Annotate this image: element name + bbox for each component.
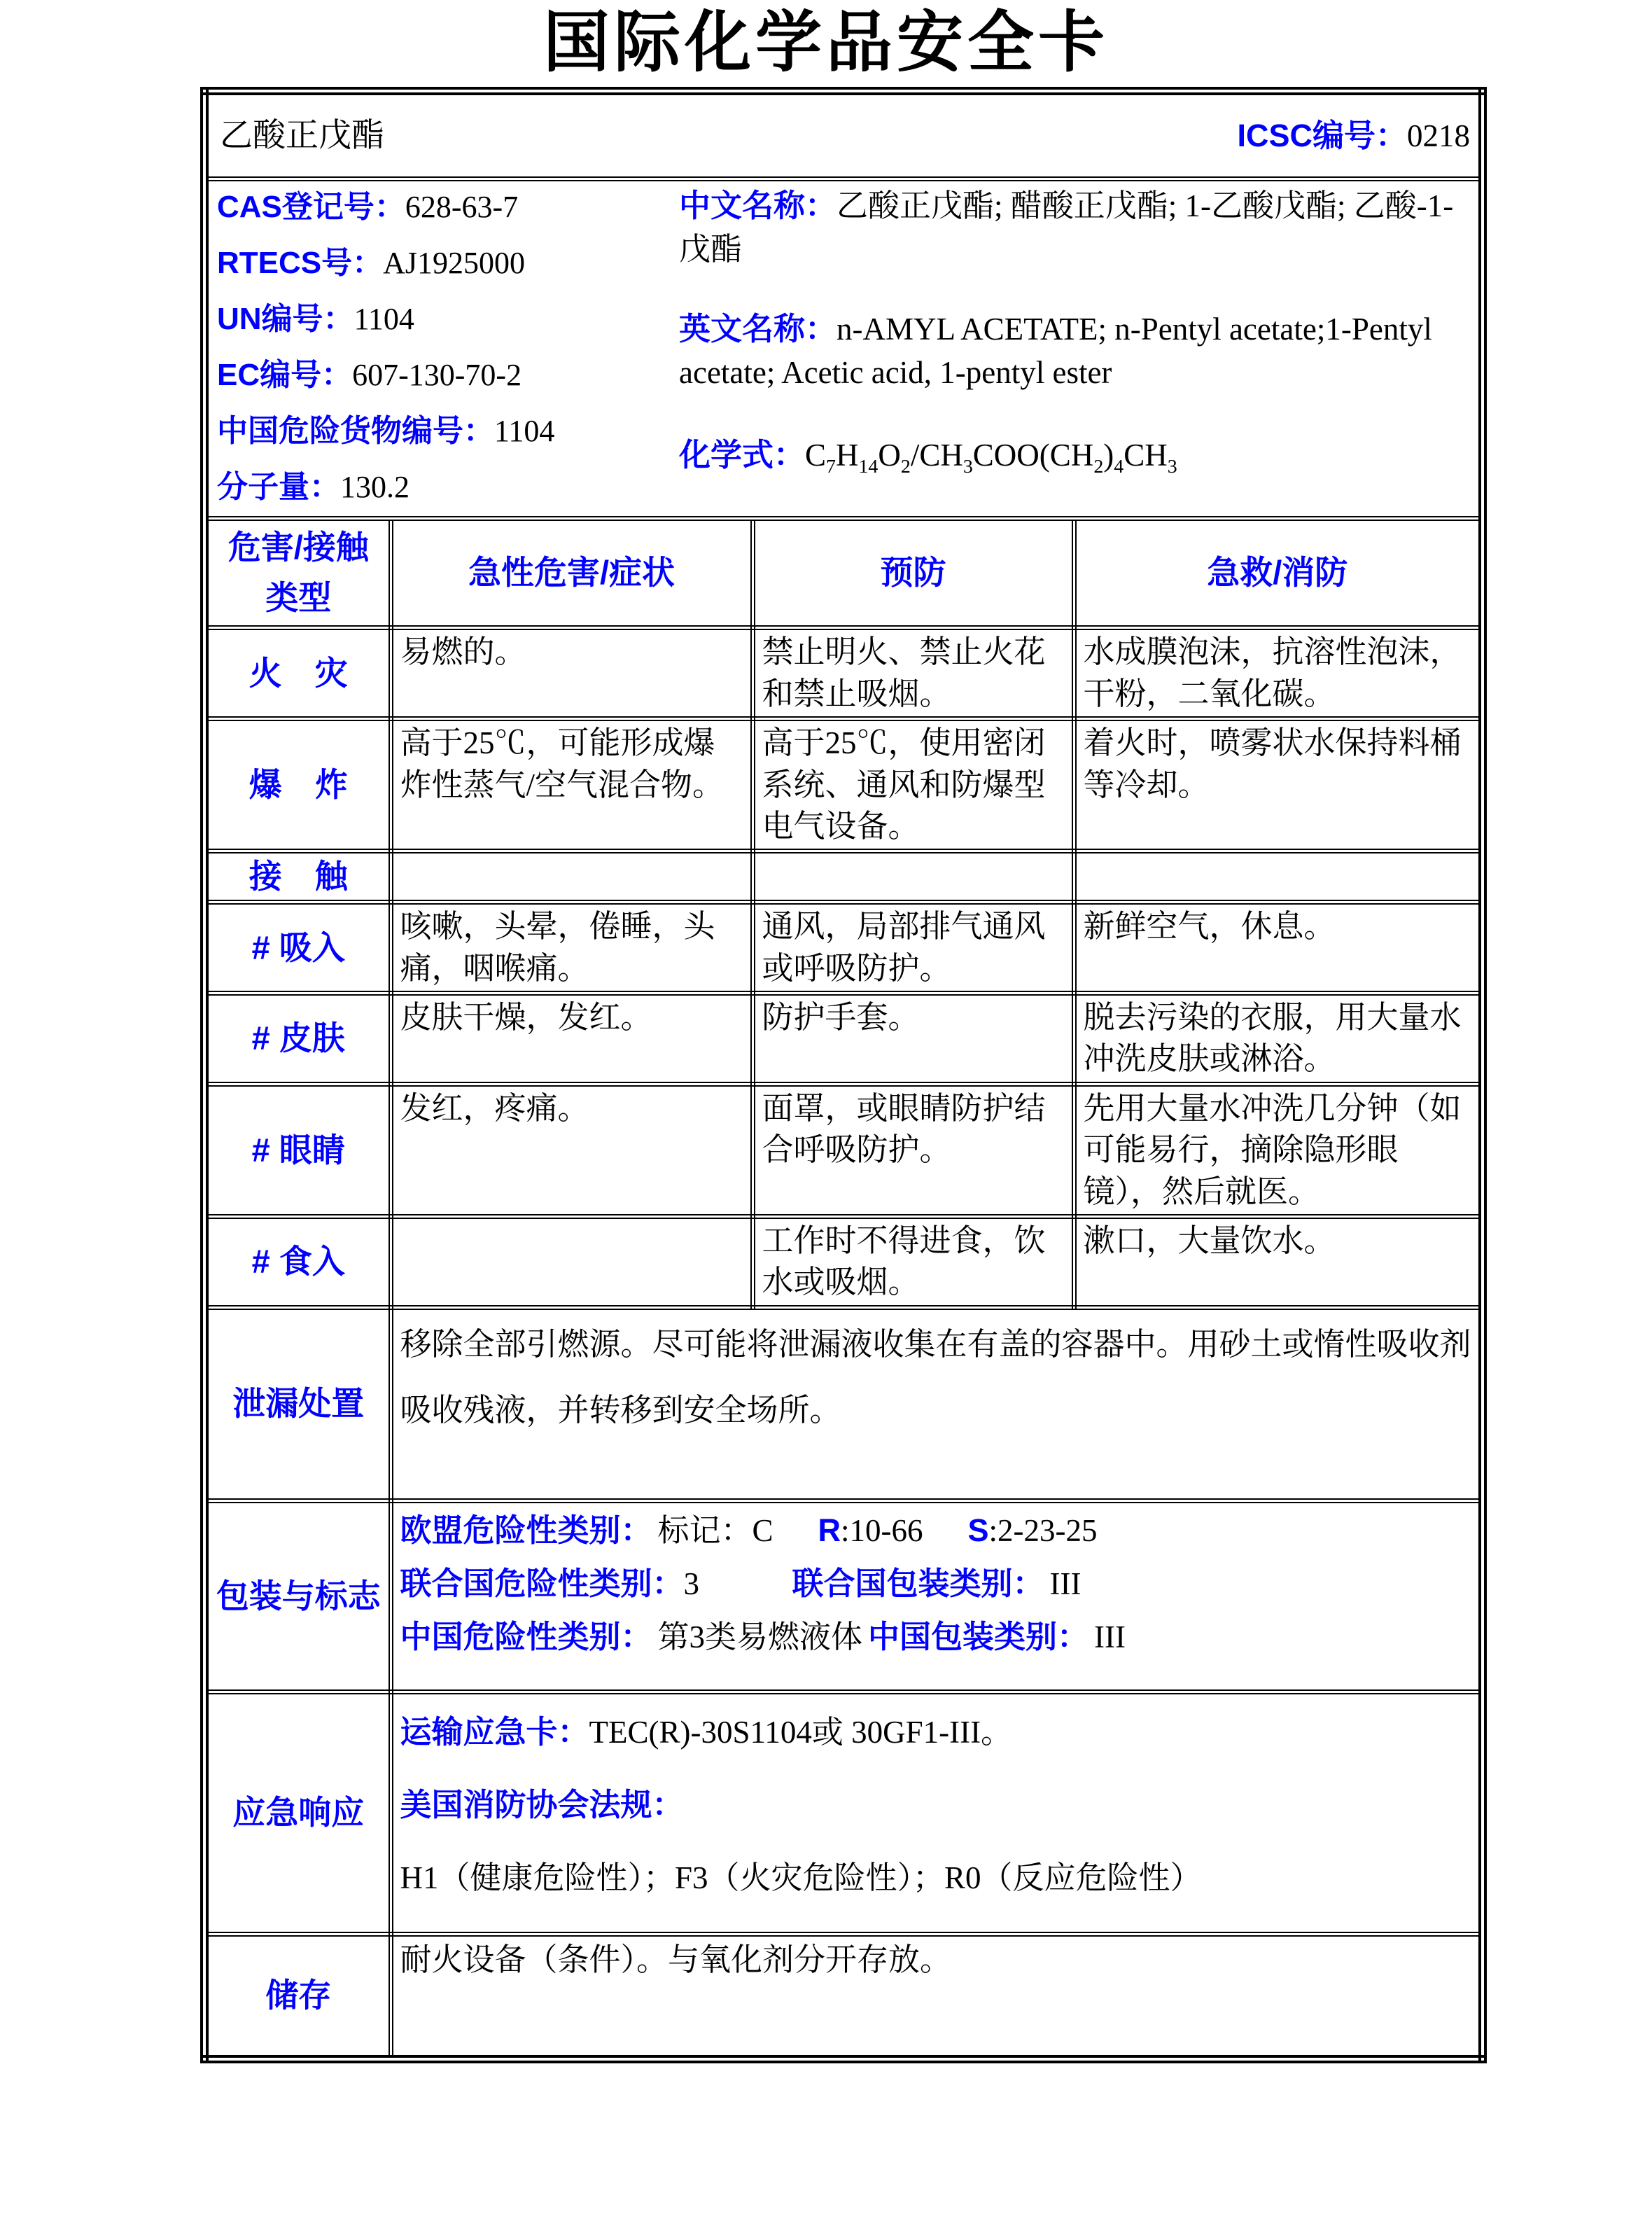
hazard-header-row bbox=[204, 518, 1483, 628]
inhalation-prevention: 通风，局部排气通风或呼吸防护。 bbox=[752, 903, 1074, 994]
row-label-inhalation: # 吸入 bbox=[204, 903, 391, 994]
icsc-number-label: ICSC编号： bbox=[1237, 117, 1408, 153]
ingestion-symptoms bbox=[391, 1217, 752, 1308]
transport-emergency-card: 运输应急卡：TEC(R)-30S1104或 30GF1-III。 bbox=[400, 1713, 1013, 1750]
table-row-contact bbox=[204, 851, 1483, 903]
page-title: 国际化学品安全卡 bbox=[542, 4, 1109, 81]
table-row-fire bbox=[204, 628, 1483, 719]
substance-name: 乙酸正戊酯 bbox=[220, 117, 384, 154]
fire-response: 水成膜泡沫，抗溶性泡沫，干粉，二氧化碳。 bbox=[1074, 628, 1483, 719]
molecular-weight: 分子量：130.2 bbox=[217, 469, 410, 504]
skin-symptoms: 皮肤干燥，发红。 bbox=[391, 994, 752, 1085]
inhalation-response: 新鲜空气，休息。 bbox=[1074, 903, 1483, 994]
row-label-packaging: 包装与标志 bbox=[204, 1500, 391, 1692]
row-label-ingestion: # 食入 bbox=[204, 1217, 391, 1308]
fire-prevention: 禁止明火、禁止火花和禁止吸烟。 bbox=[752, 628, 1074, 719]
column-hazard-type: 危害/接触类型 bbox=[204, 518, 391, 628]
nfpa-code: 美国消防协会法规：H1（健康危险性）；F3（火灾危险性）；R0（反应危险性） bbox=[400, 1787, 1202, 1895]
ec-number: EC编号：607-130-70-2 bbox=[217, 357, 522, 392]
column-symptoms: 急性危害/症状 bbox=[391, 518, 752, 628]
china-dg-number: 中国危险货物编号：1104 bbox=[217, 413, 555, 448]
icsc-number-value: 0218 bbox=[1407, 118, 1471, 153]
skin-prevention: 防护手套。 bbox=[752, 994, 1074, 1085]
china-hazard-class-line: 中国危险性类别： 第3类易燃液体 中国包装类别： III bbox=[400, 1618, 1126, 1654]
table-row-inhalation bbox=[204, 903, 1483, 994]
safety-card bbox=[200, 87, 1487, 2063]
table-row-ingestion bbox=[204, 1217, 1483, 1308]
contact-symptoms bbox=[391, 851, 752, 903]
row-label-explosion: 爆 炸 bbox=[204, 719, 391, 851]
row-label-emergency: 应急响应 bbox=[204, 1692, 391, 1934]
explosion-response: 着火时，喷雾状水保持料桶等冷却。 bbox=[1074, 719, 1483, 851]
table-row-spill bbox=[204, 1307, 1483, 1500]
packaging-content bbox=[391, 1500, 1483, 1692]
chemical-formula-value: $C_7H_{14}O_2/CH_3COO(CH_2)_4CH_3$ bbox=[805, 438, 1177, 478]
ingestion-prevention: 工作时不得进食，饮水或吸烟。 bbox=[752, 1217, 1074, 1308]
identifier-list bbox=[216, 183, 671, 515]
skin-response: 脱去污染的衣服，用大量水冲洗皮肤或淋浴。 bbox=[1074, 994, 1483, 1085]
table-row-emergency bbox=[204, 1692, 1483, 1934]
english-names: 英文名称：n-AMYL ACETATE; n-Pentyl acetate;1-Pentyl acetate; Acetic acid, 1-pentyl ester bbox=[679, 311, 1432, 391]
table-row-eyes bbox=[204, 1084, 1483, 1216]
eyes-symptoms: 发红，疼痛。 bbox=[391, 1084, 752, 1216]
row-label-spill: 泄漏处置 bbox=[204, 1307, 391, 1500]
un-hazard-class-line: 联合国危险性类别：3 联合国包装类别： III bbox=[400, 1565, 1082, 1601]
table-row-explosion bbox=[204, 719, 1483, 851]
eu-hazard-class-line: 欧盟危险性类别： 标记：C R :10-66 S :2-23-25 bbox=[400, 1512, 1098, 1548]
row-label-fire: 火 灾 bbox=[204, 628, 391, 719]
inhalation-symptoms: 咳嗽，头晕，倦睡，头痛，咽喉痛。 bbox=[391, 903, 752, 994]
row-label-skin: # 皮肤 bbox=[204, 994, 391, 1085]
icsc-number bbox=[1238, 115, 1472, 157]
column-first-aid: 急救/消防 bbox=[1074, 518, 1483, 628]
cas-number: CAS登记号：628-63-7 bbox=[217, 190, 519, 224]
rtecs-number: RTECS号：AJ1925000 bbox=[217, 245, 526, 280]
emergency-content bbox=[391, 1692, 1483, 1934]
identifiers-row bbox=[204, 179, 1483, 519]
ingestion-response: 漱口，大量饮水。 bbox=[1074, 1217, 1483, 1308]
eyes-prevention: 面罩，或眼睛防护结合呼吸防护。 bbox=[752, 1084, 1074, 1216]
table-row-skin bbox=[204, 994, 1483, 1085]
row-label-storage: 储存 bbox=[204, 1934, 391, 2059]
row-label-eyes: # 眼睛 bbox=[204, 1084, 391, 1216]
icsc-table bbox=[200, 87, 1487, 2063]
names-block bbox=[671, 183, 1471, 515]
substance-header-row bbox=[204, 91, 1483, 179]
column-prevention: 预防 bbox=[752, 518, 1074, 628]
fire-symptoms: 易燃的。 bbox=[391, 628, 752, 719]
table-row-packaging bbox=[204, 1500, 1483, 1692]
table-row-storage bbox=[204, 1934, 1483, 2059]
storage-content: 耐火设备（条件）。与氧化剂分开存放。 bbox=[391, 1934, 1483, 2059]
eyes-response: 先用大量水冲洗几分钟（如可能易行，摘除隐形眼镜），然后就医。 bbox=[1074, 1084, 1483, 1216]
row-label-contact: 接 触 bbox=[204, 851, 391, 903]
chemical-formula: 化学式：$C_7H_{14}O_2/CH_3COO(CH_2)_4CH_3$ bbox=[679, 437, 1177, 478]
contact-response bbox=[1074, 851, 1483, 903]
un-number: UN编号：1104 bbox=[217, 301, 414, 336]
spill-content: 移除全部引燃源。尽可能将泄漏液收集在有盖的容器中。用砂土或惰性吸收剂吸收残液，并转移到安全场所。 bbox=[391, 1307, 1483, 1500]
explosion-prevention: 高于25℃，使用密闭系统、通风和防爆型电气设备。 bbox=[752, 719, 1074, 851]
chinese-names: 中文名称：乙酸正戊酯; 醋酸正戊酯; 1-乙酸戊酯; 乙酸-1-戊酯 bbox=[679, 188, 1454, 267]
explosion-symptoms: 高于25℃，可能形成爆炸性蒸气/空气混合物。 bbox=[391, 719, 752, 851]
contact-prevention bbox=[752, 851, 1074, 903]
